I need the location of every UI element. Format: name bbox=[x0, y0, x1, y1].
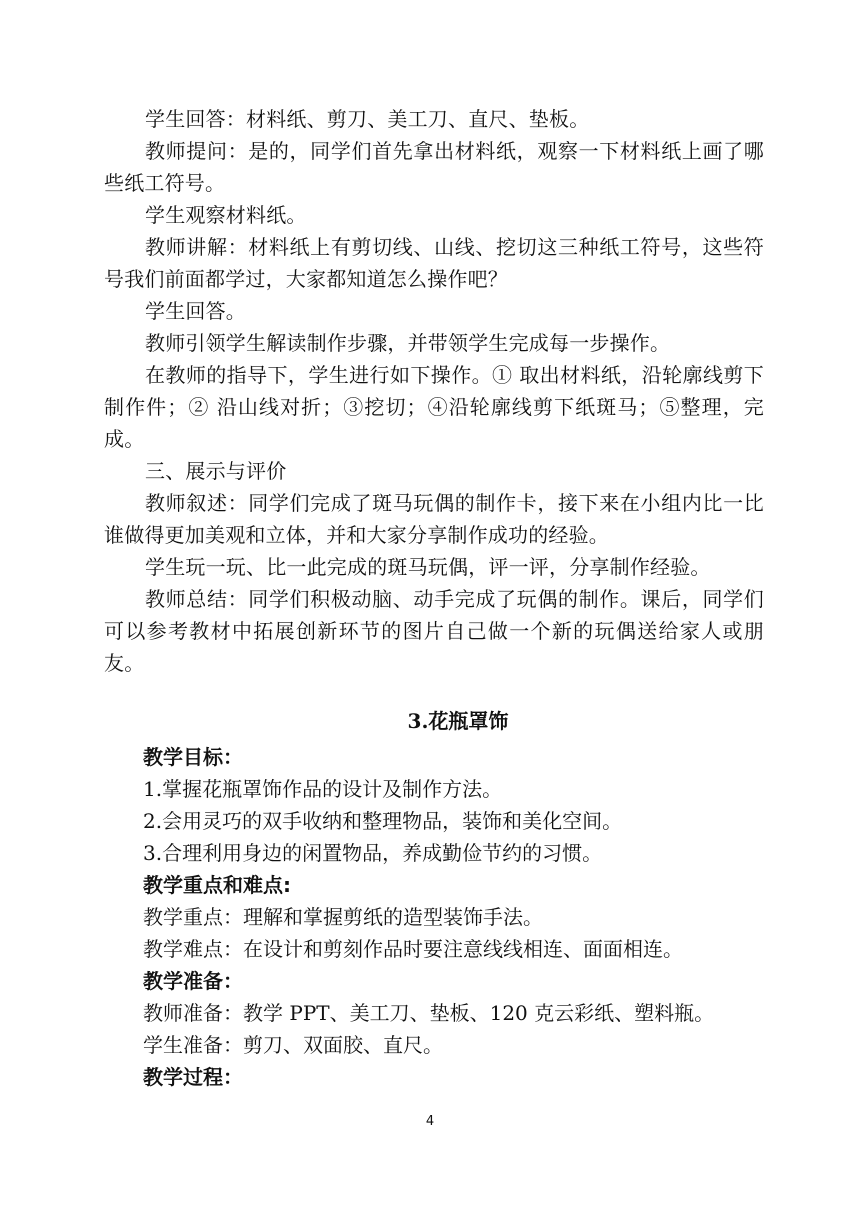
paragraph-teacher-summary: 教师总结：同学们积极动脑、动手完成了玩偶的制作。课后，同学们可以参考教材中拓展创新环节的图片自己做一个新的玩偶送给家人或朋友。 bbox=[104, 587, 764, 675]
paragraph-student-share: 学生玩一玩、比一此完成的斑马玩偶，评一评，分享制作经验。 bbox=[145, 555, 711, 579]
lesson-title: 3.花瓶罩饰 bbox=[407, 709, 509, 733]
goal-item: 1.掌握花瓶罩饰作品的设计及制作方法。 bbox=[143, 777, 503, 801]
key-point-item: 教学重点：理解和掌握剪纸的造型装饰手法。 bbox=[143, 905, 543, 929]
lesson-continuation bbox=[104, 103, 764, 679]
paragraph-operation-steps: 在教师的指导下，学生进行如下操作。① 取出材料纸，沿轮廓线剪下制作件；② 沿山线对折；③挖切；④沿轮廓线剪下纸斑马；⑤整理，完成。 bbox=[104, 363, 764, 451]
lesson-section-vase-cover bbox=[143, 705, 763, 1093]
paragraph-teacher-question: 教师提问：是的，同学们首先拿出材料纸，观察一下材料纸上画了哪些纸工符号。 bbox=[104, 139, 764, 195]
goal-item: 3.合理利用身边的闲置物品，养成勤俭节约的习惯。 bbox=[143, 841, 603, 865]
paragraph-student-observe: 学生观察材料纸。 bbox=[145, 203, 307, 227]
goals-heading: 教学目标： bbox=[143, 745, 243, 769]
paragraph-teacher-explain: 教师讲解：材料纸上有剪切线、山线、挖切这三种纸工符号，这些符号我们前面都学过，大家都知道怎么操作吧？ bbox=[104, 235, 764, 291]
difficulty-item: 教学难点：在设计和剪刻作品时要注意线线相连、面面相连。 bbox=[143, 937, 683, 961]
paragraph-student-answer-materials: 学生回答：材料纸、剪刀、美工刀、直尺、垫板。 bbox=[145, 107, 590, 131]
page-number: 4 bbox=[425, 1114, 435, 1129]
goal-item: 2.会用灵巧的双手收纳和整理物品，装饰和美化空间。 bbox=[143, 809, 623, 833]
preparation-heading: 教学准备： bbox=[143, 969, 243, 993]
paragraph-teacher-narration: 教师叙述：同学们完成了斑马玩偶的制作卡，接下来在小组内比一比谁做得更加美观和立体，并和大家分享制作成功的经验。 bbox=[104, 491, 764, 547]
student-preparation: 学生准备：剪刀、双面胶、直尺。 bbox=[143, 1033, 443, 1057]
paragraph-student-answer: 学生回答。 bbox=[145, 299, 246, 323]
paragraph-teacher-guide: 教师引领学生解读制作步骤，并带领学生完成每一步操作。 bbox=[145, 331, 671, 355]
key-points-heading: 教学重点和难点: bbox=[143, 873, 291, 897]
section-heading-display-evaluation: 三、展示与评价 bbox=[145, 459, 287, 483]
teacher-preparation: 教师准备：教学 PPT、美工刀、垫板、120 克云彩纸、塑料瓶。 bbox=[143, 1001, 715, 1025]
process-heading: 教学过程： bbox=[143, 1065, 243, 1089]
